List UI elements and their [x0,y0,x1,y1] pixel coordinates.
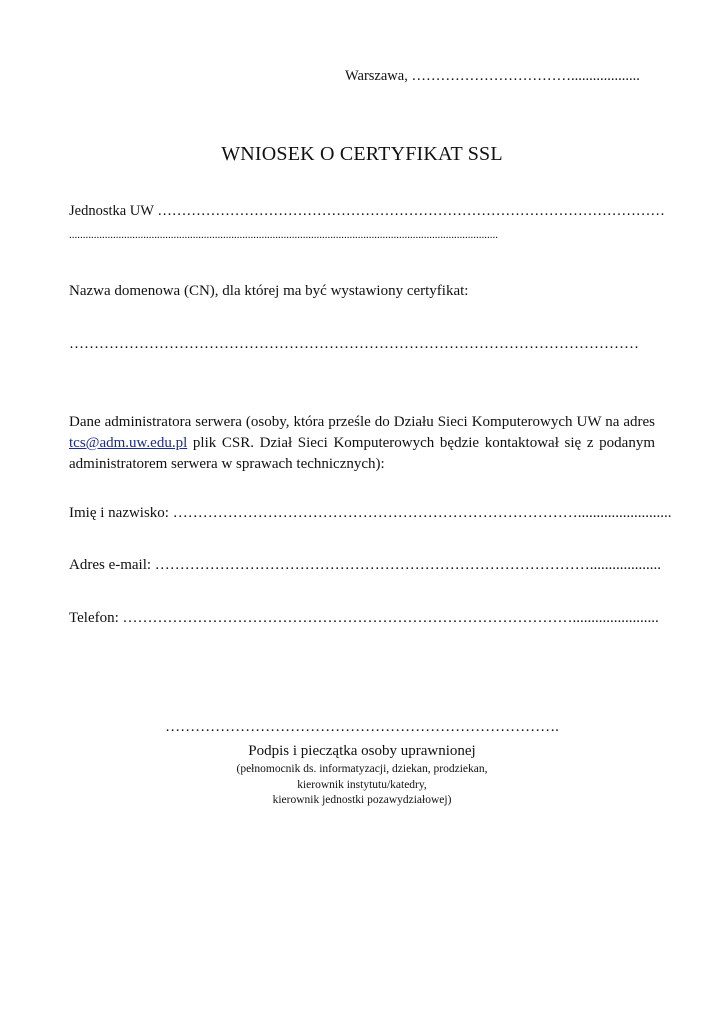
unit-field-continuation[interactable]: ............................................................................................................................................................ [69,229,498,241]
signature-note-3: kierownik jednostki pozawydziałowej) [272,794,452,806]
signature-line[interactable]: ……………………………………………………………………. [165,719,559,735]
admin-info-paragraph [69,412,655,475]
phone-field[interactable]: Telefon: ………………………………………………………………………………....................... [69,610,659,626]
signature-note-2: kierownik instytutu/katedry, [297,778,427,791]
email-field[interactable]: Adres e-mail: ……………………………………………………………………………................... [69,557,662,573]
name-field[interactable]: Imię i nazwisko: ………………………………………………………………………......................... [69,505,672,521]
document-title: WNIOSEK O CERTYFIKAT SSL [221,143,503,165]
domain-field[interactable]: …………………………………………………………………………………………………… [69,336,639,352]
signature-label: Podpis i pieczątka osoby uprawnionej [248,743,476,759]
unit-field[interactable]: Jednostka UW …………………………………………………………………………………………… [69,203,665,219]
email-link[interactable]: tcs@adm.uw.edu.pl [69,435,188,451]
place-date-line: Warszawa, ……………………………................... [345,68,640,84]
domain-label: Nazwa domenowa (CN), dla której ma być wystawiony certyfikat: [69,283,469,299]
signature-block [0,716,724,809]
admin-info-text-2: plik CSR. Dział Sieci Komputerowych będzie kontaktował się z podanym administratorem serwera w sprawach technicznych): [69,435,655,472]
signature-note-1: (pełnomocnik ds. informatyzacji, dziekan, prodziekan, [236,763,488,775]
admin-info-text-1: Dane administratora serwera (osoby, która prześle do Działu Sieci Komputerowych UW na adres [69,414,655,430]
